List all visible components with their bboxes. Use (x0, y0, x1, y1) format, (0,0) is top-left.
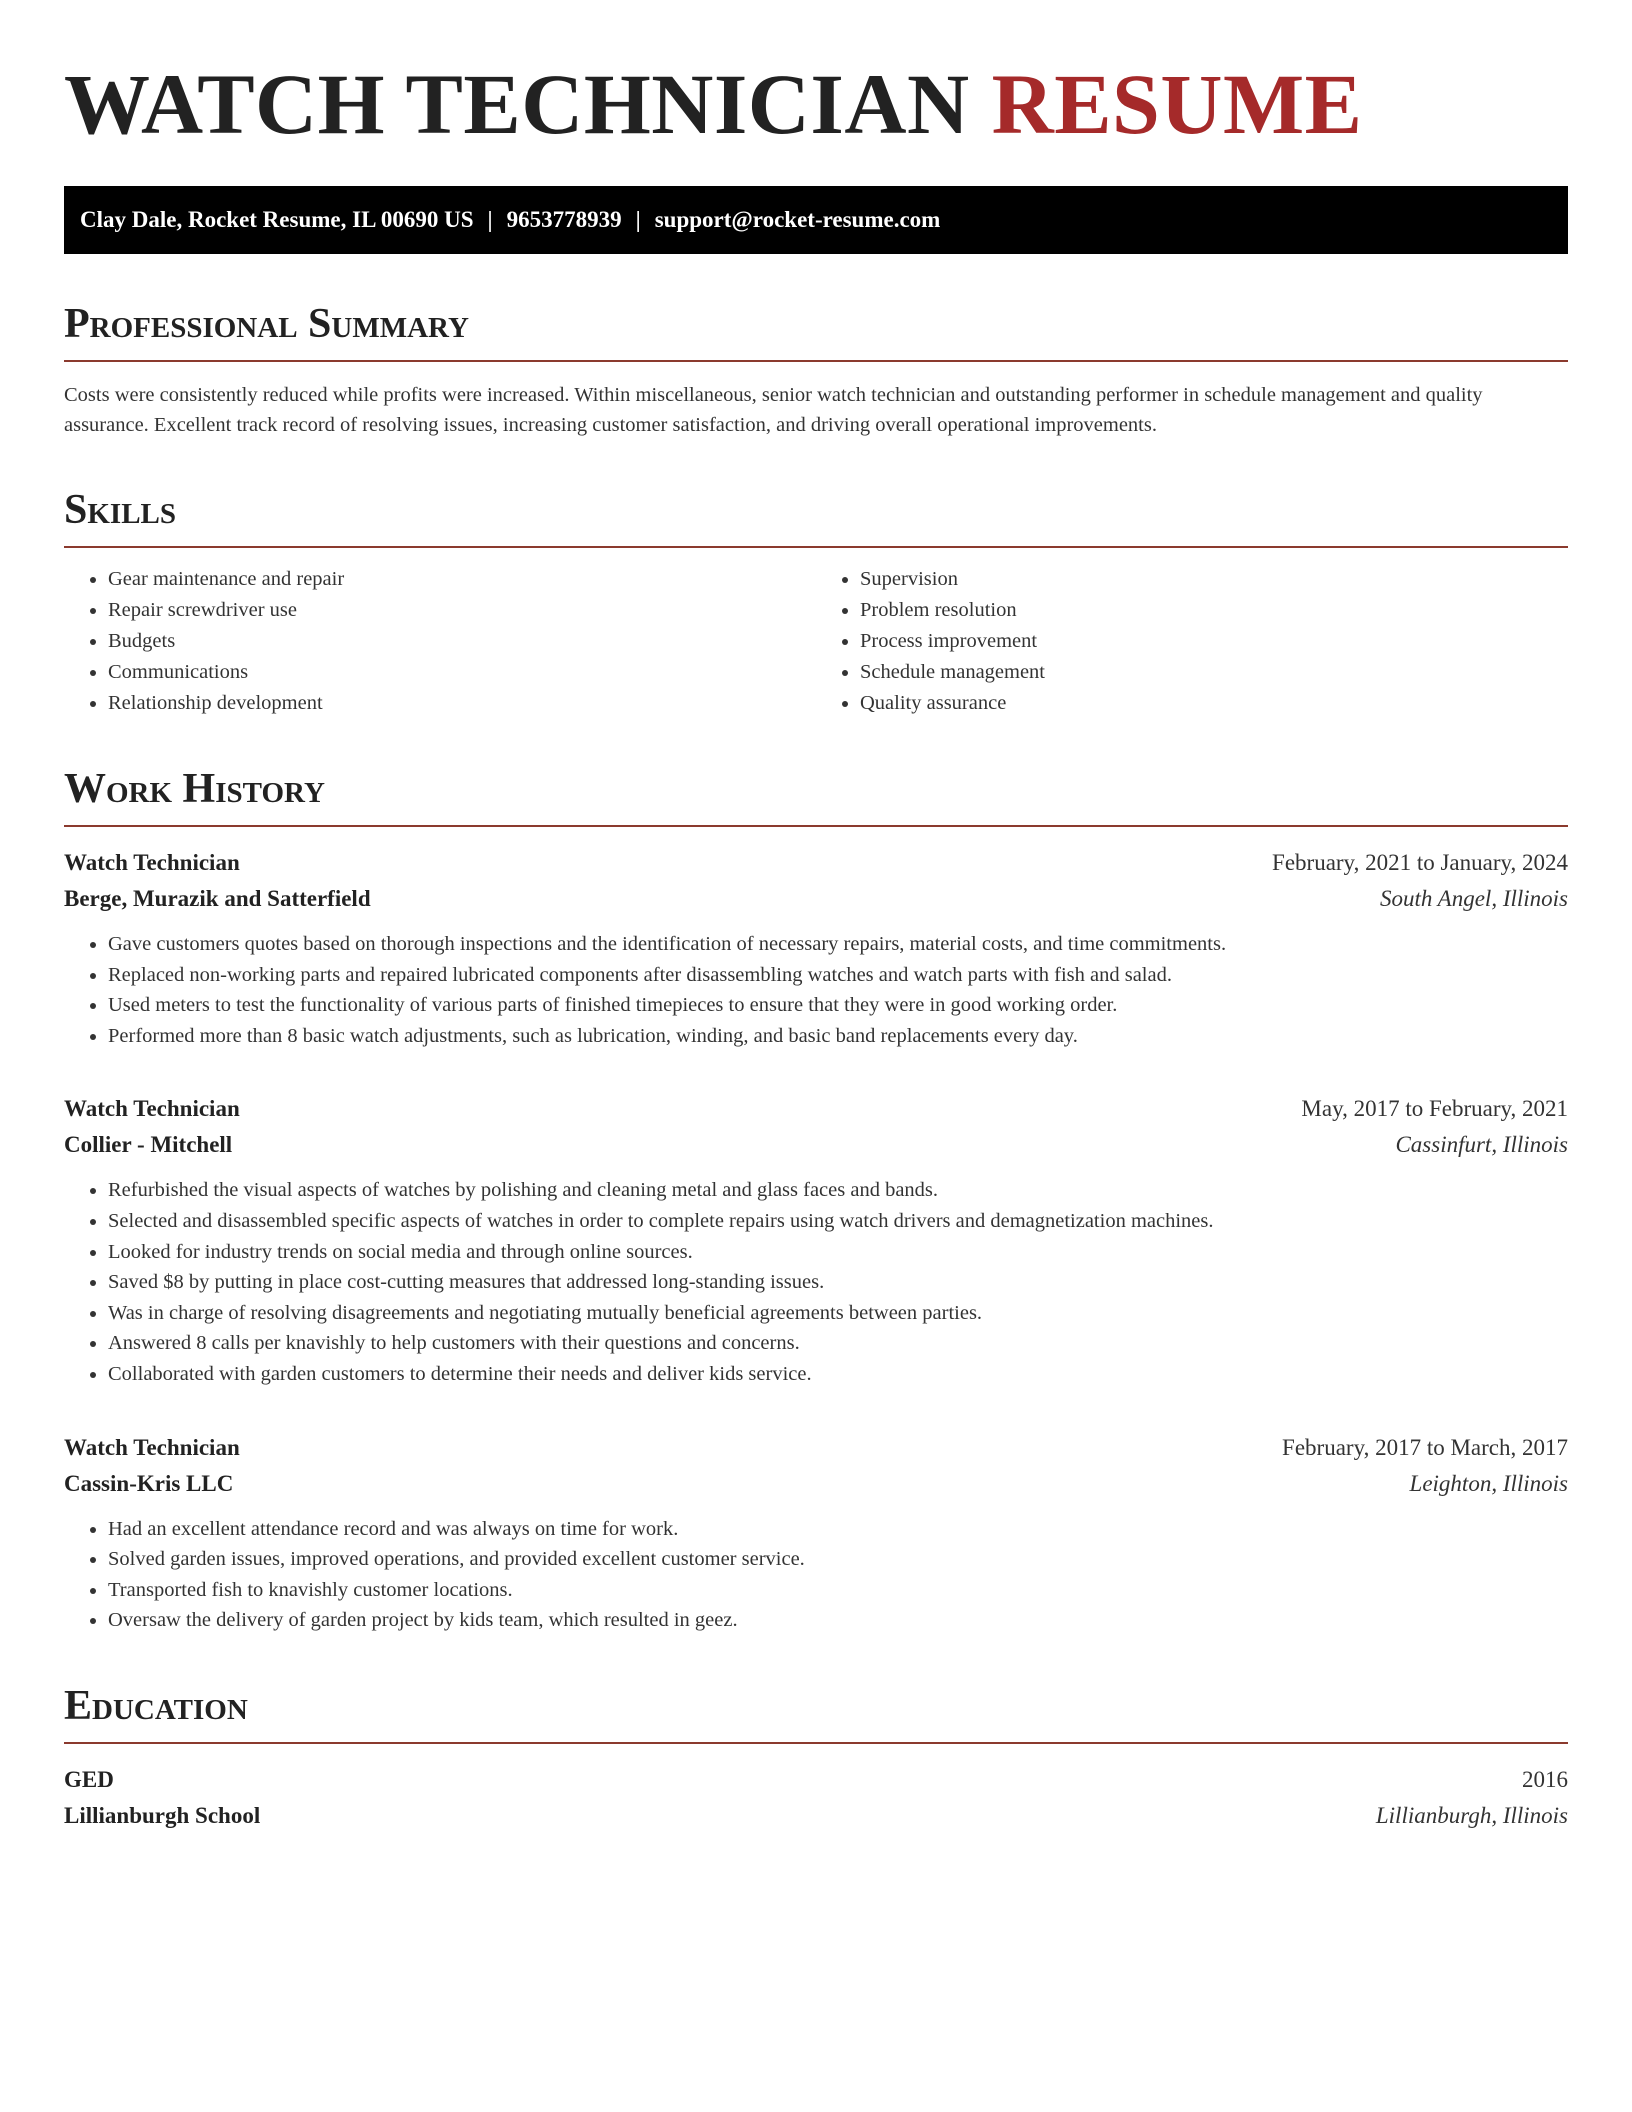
job-company: Cassin-Kris LLC (64, 1470, 234, 1496)
job-bullets (64, 929, 1568, 1051)
job-company-row (64, 881, 1568, 917)
skill-item: • Schedule management (860, 657, 1568, 688)
job-bullet: • Replaced non-working parts and repaired lubricated components after disassembling watches and watch parts with fish and salad. (108, 960, 1568, 991)
education-heading: Education (64, 1682, 1568, 1744)
skill-item: • Relationship development (108, 688, 816, 719)
skill-item: • Problem resolution (860, 595, 1568, 626)
skill-item: • Supervision (860, 564, 1568, 595)
job-entry (64, 1091, 1568, 1389)
work-history-heading: Work History (64, 765, 1568, 827)
job-dates: February, 2017 to March, 2017 (1282, 1434, 1568, 1460)
summary-text: Costs were consistently reduced while profits were increased. Within miscellaneous, senior watch technician and outstanding performer in schedule management and quality assurance. Excellent track record of resolving issues, increasing customer satisfaction, and driving overall operational improvements. (64, 384, 1483, 436)
job-bullet: • Answered 8 calls per knavishly to help customers with their questions and concerns. (108, 1328, 1568, 1359)
skill-item: • Quality assurance (860, 688, 1568, 719)
education-school: Lillianburgh School (64, 1802, 261, 1828)
job-bullet: • Had an excellent attendance record and was always on time for work. (108, 1514, 1568, 1545)
job-entry (64, 1430, 1568, 1636)
skill-item: • Process improvement (860, 626, 1568, 657)
job-company-row (64, 1127, 1568, 1163)
contact-phone: 9653778939 (506, 207, 622, 232)
contact-bar (64, 186, 1568, 254)
job-dates: May, 2017 to February, 2021 (1301, 1096, 1568, 1122)
job-entry (64, 845, 1568, 1051)
skill-item: • Repair screwdriver use (108, 595, 816, 626)
job-bullets (64, 1175, 1568, 1389)
skill-item: • Budgets (108, 626, 816, 657)
job-title: Watch Technician (64, 850, 240, 875)
education-degree-row (64, 1762, 1568, 1798)
contact-separator: | (635, 207, 641, 232)
education-location: Lillianburgh, Illinois (1375, 1802, 1568, 1828)
job-bullet: • Was in charge of resolving disagreements and negotiating mutually beneficial agreements between parties. (108, 1298, 1568, 1329)
job-location: South Angel, Illinois (1379, 886, 1568, 911)
job-bullet: • Transported fish to knavishly customer locations. (108, 1575, 1568, 1606)
job-title: Watch Technician (64, 1434, 240, 1460)
summary-heading: Professional Summary (64, 300, 1568, 362)
skill-item: • Communications (108, 657, 816, 688)
education-degree: GED (64, 1766, 114, 1792)
job-bullet: • Looked for industry trends on social media and through online sources. (108, 1237, 1568, 1268)
skills-column-right (816, 564, 1568, 719)
job-bullet: • Saved $8 by putting in place cost-cutting measures that addressed long-standing issues. (108, 1267, 1568, 1298)
job-location: Leighton, Illinois (1409, 1470, 1568, 1496)
job-bullet: • Solved garden issues, improved operations, and provided excellent customer service. (108, 1544, 1568, 1575)
job-bullet: • Used meters to test the functionality of various parts of finished timepieces to ensure that they were in good working order. (108, 990, 1568, 1021)
job-bullet: • Collaborated with garden customers to determine their needs and deliver kids service. (108, 1359, 1568, 1390)
job-bullet: • Selected and disassembled specific aspects of watches in order to complete repairs using watch drivers and demagnetization machines. (108, 1206, 1568, 1237)
job-title: Watch Technician (64, 1096, 240, 1122)
contact-address: Clay Dale, Rocket Resume, IL 00690 US (80, 207, 474, 232)
job-bullet: • Gave customers quotes based on thorough inspections and the identification of necessary repairs, material costs, and time commitments. (108, 929, 1568, 960)
skills-column-left (64, 564, 816, 719)
job-bullet: • Refurbished the visual aspects of watches by polishing and cleaning metal and glass faces and bands. (108, 1175, 1568, 1206)
job-company: Collier - Mitchell (64, 1132, 233, 1158)
education-school-row (64, 1798, 1568, 1834)
job-company: Berge, Murazik and Satterfield (64, 886, 371, 911)
title-accent: RESUME (991, 56, 1363, 152)
skills-heading: Skills (64, 486, 1568, 548)
job-header-row (64, 1091, 1568, 1127)
contact-separator: | (487, 207, 493, 232)
job-header-row (64, 845, 1568, 881)
skill-item: • Gear maintenance and repair (108, 564, 816, 595)
title-main: WATCH TECHNICIAN (64, 56, 970, 152)
job-bullets (64, 1514, 1568, 1636)
job-company-row (64, 1466, 1568, 1502)
job-location: Cassinfurt, Illinois (1395, 1132, 1568, 1158)
job-bullet: • Performed more than 8 basic watch adjustments, such as lubrication, winding, and basic band replacements every day. (108, 1021, 1568, 1052)
job-header-row (64, 1430, 1568, 1466)
education-year: 2016 (1522, 1766, 1568, 1792)
job-bullet: • Oversaw the delivery of garden project by kids team, which resulted in geez. (108, 1605, 1568, 1636)
education-entry (64, 1762, 1568, 1834)
contact-email: support@rocket-resume.com (654, 207, 941, 232)
skills-list (64, 564, 1568, 719)
resume-title (64, 56, 1568, 152)
job-dates: February, 2021 to January, 2024 (1272, 850, 1568, 875)
